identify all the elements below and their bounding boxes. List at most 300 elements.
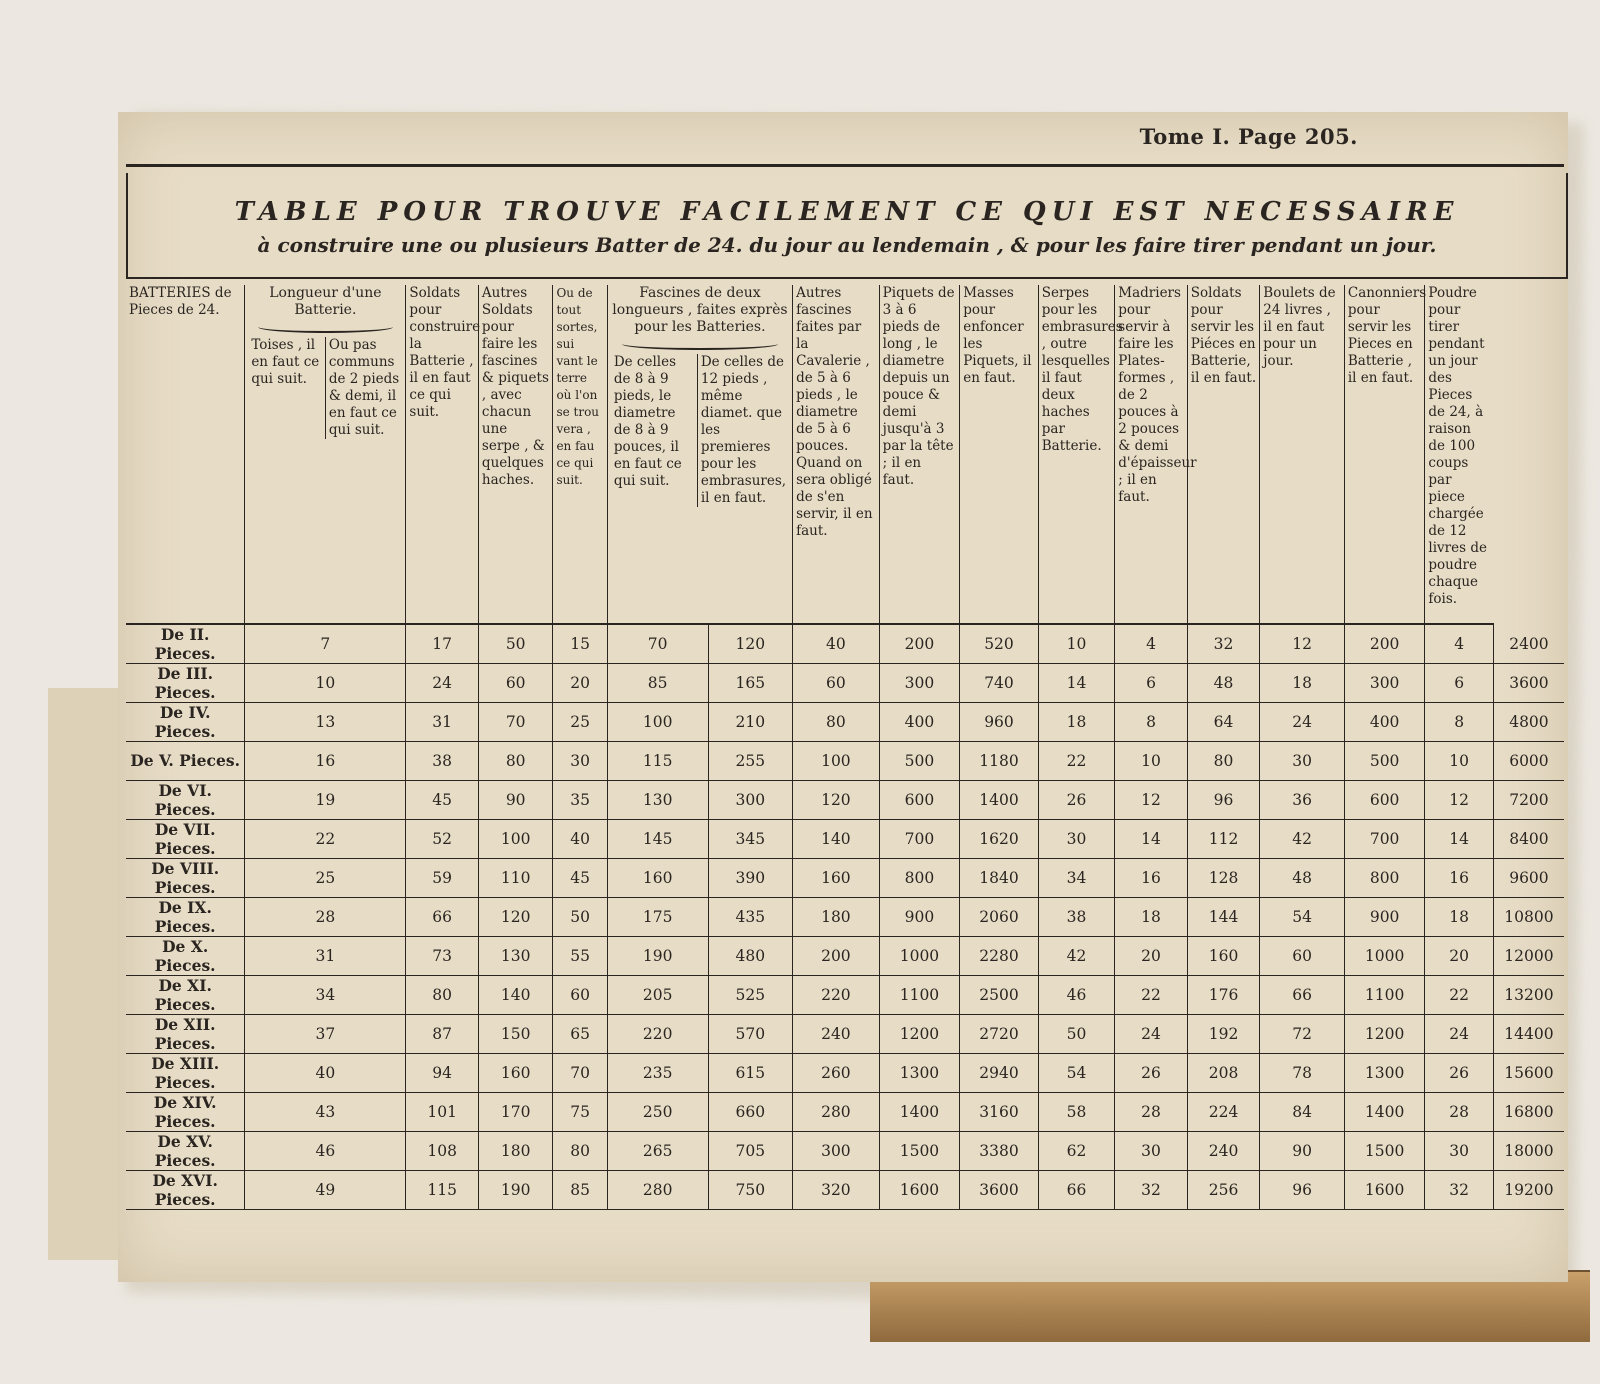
cell-autres-fascines: 600 bbox=[879, 780, 960, 819]
cell-outils: 115 bbox=[607, 742, 708, 781]
cell-fascines-12: 220 bbox=[793, 975, 880, 1014]
cell-serpes: 4 bbox=[1115, 624, 1188, 664]
cell-soldats-construire: 130 bbox=[478, 936, 553, 975]
cell-fascines-12: 120 bbox=[793, 780, 880, 819]
cell-pas: 101 bbox=[406, 1092, 479, 1131]
cell-pas: 45 bbox=[406, 780, 479, 819]
cell-autres-fascines: 1400 bbox=[879, 1092, 960, 1131]
cell-poudre: 2400 bbox=[1493, 624, 1564, 664]
table-row bbox=[126, 1131, 1564, 1170]
cell-fascines-8: 570 bbox=[708, 1014, 793, 1053]
cell-autres-soldats: 80 bbox=[553, 1131, 607, 1170]
cell-canonniers: 4 bbox=[1425, 624, 1493, 664]
cell-piquets: 2940 bbox=[960, 1053, 1039, 1092]
header-outils-col bbox=[553, 285, 607, 624]
cell-canonniers: 30 bbox=[1425, 1131, 1493, 1170]
header-madriers: Madriers pour servir à faire les Plates-formes , de 2 pouces à 2 pouces & demi d'épaisseur ; il en faut. bbox=[1115, 285, 1188, 624]
cell-pas: 38 bbox=[406, 742, 479, 781]
cell-fascines-8: 525 bbox=[708, 975, 793, 1014]
cell-fascines-12: 300 bbox=[793, 1131, 880, 1170]
cell-soldats-servir: 42 bbox=[1260, 819, 1345, 858]
row-label: De X. Pieces. bbox=[126, 936, 245, 975]
header-soldats-servir: Soldats pour servir les Piéces en Batterie, il en faut. bbox=[1187, 285, 1260, 624]
cell-toises: 43 bbox=[245, 1092, 406, 1131]
cell-piquets: 2060 bbox=[960, 897, 1039, 936]
cell-piquets: 520 bbox=[960, 624, 1039, 664]
cell-piquets: 740 bbox=[960, 664, 1039, 703]
table-row bbox=[126, 897, 1564, 936]
cell-boulets: 400 bbox=[1344, 703, 1425, 742]
table-row bbox=[126, 975, 1564, 1014]
cell-canonniers: 26 bbox=[1425, 1053, 1493, 1092]
cell-pas: 115 bbox=[406, 1170, 479, 1209]
cell-pas: 24 bbox=[406, 664, 479, 703]
cell-piquets: 1620 bbox=[960, 819, 1039, 858]
cell-serpes: 8 bbox=[1115, 703, 1188, 742]
cell-fascines-8: 345 bbox=[708, 819, 793, 858]
cell-soldats-construire: 110 bbox=[478, 858, 553, 897]
cell-outils: 220 bbox=[607, 1014, 708, 1053]
row-label: De V. Pieces. bbox=[126, 742, 245, 781]
cell-soldats-servir: 36 bbox=[1260, 780, 1345, 819]
cell-outils: 85 bbox=[607, 664, 708, 703]
brace-icon bbox=[622, 338, 779, 350]
cell-madriers: 96 bbox=[1187, 780, 1260, 819]
header-canonniers: Canonniers pour servir les Pieces en Batterie , il en faut. bbox=[1344, 285, 1425, 624]
cell-canonniers: 16 bbox=[1425, 858, 1493, 897]
cell-boulets: 1400 bbox=[1344, 1092, 1425, 1131]
cell-soldats-construire: 70 bbox=[478, 703, 553, 742]
cell-soldats-construire: 60 bbox=[478, 664, 553, 703]
cell-madriers: 208 bbox=[1187, 1053, 1260, 1092]
cell-autres-fascines: 1600 bbox=[879, 1170, 960, 1209]
cell-autres-fascines: 400 bbox=[879, 703, 960, 742]
cell-fascines-8: 705 bbox=[708, 1131, 793, 1170]
table-row bbox=[126, 1170, 1564, 1209]
fascines-split bbox=[611, 354, 789, 507]
cell-autres-fascines: 900 bbox=[879, 897, 960, 936]
header-batteries: BATTERIES de Pieces de 24. bbox=[126, 285, 245, 624]
cell-outils: 70 bbox=[607, 624, 708, 664]
cell-autres-soldats: 25 bbox=[553, 703, 607, 742]
cell-serpes: 10 bbox=[1115, 742, 1188, 781]
cell-masses: 42 bbox=[1038, 936, 1115, 975]
cell-toises: 49 bbox=[245, 1170, 406, 1209]
table-row bbox=[126, 1092, 1564, 1131]
cell-serpes: 14 bbox=[1115, 819, 1188, 858]
cell-soldats-construire: 80 bbox=[478, 742, 553, 781]
cell-fascines-8: 120 bbox=[708, 624, 793, 664]
table-title: TABLE POUR TROUVE FACILEMENT CE QUI EST NECESSAIRE bbox=[234, 197, 1460, 227]
cell-soldats-construire: 100 bbox=[478, 819, 553, 858]
cell-madriers: 112 bbox=[1187, 819, 1260, 858]
cell-soldats-servir: 24 bbox=[1260, 703, 1345, 742]
cell-fascines-12: 260 bbox=[793, 1053, 880, 1092]
cell-fascines-8: 390 bbox=[708, 858, 793, 897]
cell-canonniers: 12 bbox=[1425, 780, 1493, 819]
cell-poudre: 10800 bbox=[1493, 897, 1564, 936]
cell-serpes: 18 bbox=[1115, 897, 1188, 936]
cell-serpes: 28 bbox=[1115, 1092, 1188, 1131]
cell-boulets: 600 bbox=[1344, 780, 1425, 819]
cell-fascines-12: 60 bbox=[793, 664, 880, 703]
cell-piquets: 3160 bbox=[960, 1092, 1039, 1131]
cell-boulets: 1200 bbox=[1344, 1014, 1425, 1053]
cell-canonniers: 6 bbox=[1425, 664, 1493, 703]
cell-poudre: 18000 bbox=[1493, 1131, 1564, 1170]
cell-toises: 16 bbox=[245, 742, 406, 781]
cell-boulets: 1000 bbox=[1344, 936, 1425, 975]
foldout-page bbox=[118, 112, 1568, 1282]
cell-autres-fascines: 1500 bbox=[879, 1131, 960, 1170]
cell-boulets: 1500 bbox=[1344, 1131, 1425, 1170]
cell-fascines-12: 200 bbox=[793, 936, 880, 975]
header-poudre: Poudre pour tirer pendant un jour des Pieces de 24, à raison de 100 coups par piece chargée de 12 livres de poudre chaque fois. bbox=[1425, 285, 1493, 624]
cell-fascines-8: 480 bbox=[708, 936, 793, 975]
cell-outils: 190 bbox=[607, 936, 708, 975]
cell-pas: 52 bbox=[406, 819, 479, 858]
header-row bbox=[126, 285, 1564, 624]
table-row bbox=[126, 780, 1564, 819]
cell-autres-soldats: 65 bbox=[553, 1014, 607, 1053]
header-outils: Ou de tout sortes, sui vant le terre où l'on se trou vera , en fau ce qui suit. bbox=[556, 286, 600, 487]
cell-serpes: 6 bbox=[1115, 664, 1188, 703]
cell-piquets: 3600 bbox=[960, 1170, 1039, 1209]
cell-outils: 265 bbox=[607, 1131, 708, 1170]
header-fascines-group: Fascines de deux longueurs , faites exprès pour les Batteries. bbox=[612, 285, 788, 335]
cell-canonniers: 28 bbox=[1425, 1092, 1493, 1131]
header-fascines-12-text: De celles de 12 pieds , même diamet. que les premieres pour les embrasures, il en faut. bbox=[697, 354, 789, 507]
header-pas: Ou pas communs de 2 pieds & demi, il en faut ce qui suit. bbox=[325, 337, 403, 439]
cell-masses: 22 bbox=[1038, 742, 1115, 781]
header-fascines bbox=[607, 285, 792, 624]
cell-pas: 80 bbox=[406, 975, 479, 1014]
cell-madriers: 256 bbox=[1187, 1170, 1260, 1209]
requirements-table bbox=[126, 285, 1564, 1210]
cell-fascines-8: 750 bbox=[708, 1170, 793, 1209]
cell-poudre: 7200 bbox=[1493, 780, 1564, 819]
cell-soldats-servir: 60 bbox=[1260, 936, 1345, 975]
cell-soldats-servir: 90 bbox=[1260, 1131, 1345, 1170]
cell-soldats-construire: 50 bbox=[478, 624, 553, 664]
cell-outils: 280 bbox=[607, 1170, 708, 1209]
cell-masses: 62 bbox=[1038, 1131, 1115, 1170]
cell-autres-fascines: 700 bbox=[879, 819, 960, 858]
cell-serpes: 20 bbox=[1115, 936, 1188, 975]
cell-fascines-8: 210 bbox=[708, 703, 793, 742]
header-autres-soldats: Autres Soldats pour faire les fascines & piquets , avec chacun une serpe , & quelques haches. bbox=[478, 285, 553, 624]
cell-autres-soldats: 45 bbox=[553, 858, 607, 897]
cell-poudre: 3600 bbox=[1493, 664, 1564, 703]
cell-pas: 73 bbox=[406, 936, 479, 975]
cell-outils: 100 bbox=[607, 703, 708, 742]
cell-madriers: 224 bbox=[1187, 1092, 1260, 1131]
cell-toises: 34 bbox=[245, 975, 406, 1014]
cell-toises: 40 bbox=[245, 1053, 406, 1092]
cell-autres-soldats: 60 bbox=[553, 975, 607, 1014]
cell-soldats-construire: 180 bbox=[478, 1131, 553, 1170]
cell-soldats-servir: 96 bbox=[1260, 1170, 1345, 1209]
cell-madriers: 160 bbox=[1187, 936, 1260, 975]
cell-pas: 66 bbox=[406, 897, 479, 936]
cell-piquets: 1180 bbox=[960, 742, 1039, 781]
cell-piquets: 1840 bbox=[960, 858, 1039, 897]
cell-fascines-12: 280 bbox=[793, 1092, 880, 1131]
cell-outils: 205 bbox=[607, 975, 708, 1014]
cell-piquets: 960 bbox=[960, 703, 1039, 742]
cell-toises: 13 bbox=[245, 703, 406, 742]
cell-outils: 160 bbox=[607, 858, 708, 897]
cell-autres-fascines: 1300 bbox=[879, 1053, 960, 1092]
cell-soldats-construire: 190 bbox=[478, 1170, 553, 1209]
cell-masses: 26 bbox=[1038, 780, 1115, 819]
cell-toises: 28 bbox=[245, 897, 406, 936]
cell-fascines-12: 240 bbox=[793, 1014, 880, 1053]
cell-madriers: 48 bbox=[1187, 664, 1260, 703]
cell-fascines-8: 255 bbox=[708, 742, 793, 781]
cell-autres-fascines: 200 bbox=[879, 624, 960, 664]
cell-poudre: 14400 bbox=[1493, 1014, 1564, 1053]
cell-soldats-servir: 66 bbox=[1260, 975, 1345, 1014]
cell-soldats-construire: 90 bbox=[478, 780, 553, 819]
cell-piquets: 2720 bbox=[960, 1014, 1039, 1053]
cell-canonniers: 20 bbox=[1425, 936, 1493, 975]
cell-canonniers: 10 bbox=[1425, 742, 1493, 781]
cell-poudre: 12000 bbox=[1493, 936, 1564, 975]
row-label: De IX. Pieces. bbox=[126, 897, 245, 936]
cell-poudre: 15600 bbox=[1493, 1053, 1564, 1092]
cell-autres-fascines: 1200 bbox=[879, 1014, 960, 1053]
cell-poudre: 9600 bbox=[1493, 858, 1564, 897]
cell-toises: 46 bbox=[245, 1131, 406, 1170]
cell-canonniers: 14 bbox=[1425, 819, 1493, 858]
table-row bbox=[126, 819, 1564, 858]
cell-boulets: 300 bbox=[1344, 664, 1425, 703]
cell-autres-fascines: 1000 bbox=[879, 936, 960, 975]
cell-toises: 7 bbox=[245, 624, 406, 664]
header-serpes: Serpes pour les embrasures , outre lesquelles il faut deux haches par Batterie. bbox=[1038, 285, 1115, 624]
table-row bbox=[126, 936, 1564, 975]
cell-canonniers: 32 bbox=[1425, 1170, 1493, 1209]
cell-soldats-servir: 84 bbox=[1260, 1092, 1345, 1131]
cell-autres-soldats: 15 bbox=[553, 624, 607, 664]
cell-masses: 50 bbox=[1038, 1014, 1115, 1053]
cell-toises: 19 bbox=[245, 780, 406, 819]
cell-outils: 130 bbox=[607, 780, 708, 819]
cell-autres-soldats: 75 bbox=[553, 1092, 607, 1131]
cell-outils: 250 bbox=[607, 1092, 708, 1131]
cell-soldats-construire: 170 bbox=[478, 1092, 553, 1131]
cell-piquets: 1400 bbox=[960, 780, 1039, 819]
cell-pas: 94 bbox=[406, 1053, 479, 1092]
cell-piquets: 3380 bbox=[960, 1131, 1039, 1170]
cell-autres-fascines: 800 bbox=[879, 858, 960, 897]
cell-boulets: 900 bbox=[1344, 897, 1425, 936]
cell-madriers: 80 bbox=[1187, 742, 1260, 781]
cell-fascines-12: 180 bbox=[793, 897, 880, 936]
row-label: De XV. Pieces. bbox=[126, 1131, 245, 1170]
header-fascines-8-text: De celles de 8 à 9 pieds, le diametre de 8 à 9 pouces, il en faut ce qui suit. bbox=[613, 354, 682, 489]
cell-fascines-12: 140 bbox=[793, 819, 880, 858]
cell-boulets: 500 bbox=[1344, 742, 1425, 781]
cell-autres-soldats: 30 bbox=[553, 742, 607, 781]
cell-soldats-servir: 54 bbox=[1260, 897, 1345, 936]
cell-boulets: 800 bbox=[1344, 858, 1425, 897]
cell-serpes: 24 bbox=[1115, 1014, 1188, 1053]
cell-autres-soldats: 70 bbox=[553, 1053, 607, 1092]
cell-masses: 34 bbox=[1038, 858, 1115, 897]
cell-boulets: 1300 bbox=[1344, 1053, 1425, 1092]
cell-boulets: 200 bbox=[1344, 624, 1425, 664]
cell-serpes: 30 bbox=[1115, 1131, 1188, 1170]
cell-autres-soldats: 20 bbox=[553, 664, 607, 703]
cell-canonniers: 18 bbox=[1425, 897, 1493, 936]
header-autres-fascines: Autres fascines faites par la Cavalerie , de 5 à 6 pieds , le diametre de 5 à 6 pouces. Quand on sera obligé de s'en servir, il en faut. bbox=[793, 285, 880, 624]
table-row bbox=[126, 624, 1564, 664]
cell-soldats-servir: 12 bbox=[1260, 624, 1345, 664]
title-box bbox=[126, 173, 1568, 279]
header-longueur-group: Longueur d'une Batterie. bbox=[269, 285, 382, 318]
cell-masses: 58 bbox=[1038, 1092, 1115, 1131]
header-masses: Masses pour enfoncer les Piquets, il en faut. bbox=[960, 285, 1039, 624]
cell-soldats-servir: 72 bbox=[1260, 1014, 1345, 1053]
cell-autres-soldats: 40 bbox=[553, 819, 607, 858]
cell-toises: 37 bbox=[245, 1014, 406, 1053]
cell-fascines-8: 660 bbox=[708, 1092, 793, 1131]
cell-poudre: 19200 bbox=[1493, 1170, 1564, 1209]
row-label: De XI. Pieces. bbox=[126, 975, 245, 1014]
row-label: De VII. Pieces. bbox=[126, 819, 245, 858]
cell-outils: 235 bbox=[607, 1053, 708, 1092]
cell-poudre: 13200 bbox=[1493, 975, 1564, 1014]
cell-autres-soldats: 85 bbox=[553, 1170, 607, 1209]
header-longueur bbox=[245, 285, 406, 624]
header-soldats-construire: Soldats pour construire la Batterie , il en faut ce qui suit. bbox=[406, 285, 479, 624]
cell-fascines-8: 615 bbox=[708, 1053, 793, 1092]
cell-autres-soldats: 50 bbox=[553, 897, 607, 936]
cell-canonniers: 8 bbox=[1425, 703, 1493, 742]
table-row bbox=[126, 664, 1564, 703]
table-row bbox=[126, 1014, 1564, 1053]
cell-madriers: 144 bbox=[1187, 897, 1260, 936]
cell-pas: 17 bbox=[406, 624, 479, 664]
cell-serpes: 16 bbox=[1115, 858, 1188, 897]
cell-pas: 108 bbox=[406, 1131, 479, 1170]
cell-boulets: 1100 bbox=[1344, 975, 1425, 1014]
page-reference: Tome I. Page 205. bbox=[1139, 124, 1358, 149]
cell-outils: 145 bbox=[607, 819, 708, 858]
cell-autres-soldats: 35 bbox=[553, 780, 607, 819]
cell-canonniers: 22 bbox=[1425, 975, 1493, 1014]
cell-fascines-12: 40 bbox=[793, 624, 880, 664]
cell-toises: 10 bbox=[245, 664, 406, 703]
cell-pas: 59 bbox=[406, 858, 479, 897]
cell-serpes: 12 bbox=[1115, 780, 1188, 819]
cell-serpes: 22 bbox=[1115, 975, 1188, 1014]
table-row bbox=[126, 1053, 1564, 1092]
cell-toises: 25 bbox=[245, 858, 406, 897]
cell-canonniers: 24 bbox=[1425, 1014, 1493, 1053]
cell-soldats-construire: 140 bbox=[478, 975, 553, 1014]
cell-toises: 22 bbox=[245, 819, 406, 858]
cell-fascines-12: 160 bbox=[793, 858, 880, 897]
cell-fascines-12: 100 bbox=[793, 742, 880, 781]
brace-icon bbox=[258, 321, 394, 333]
cell-poudre: 8400 bbox=[1493, 819, 1564, 858]
cell-masses: 54 bbox=[1038, 1053, 1115, 1092]
cell-soldats-construire: 150 bbox=[478, 1014, 553, 1053]
cell-pas: 87 bbox=[406, 1014, 479, 1053]
cell-autres-fascines: 1100 bbox=[879, 975, 960, 1014]
cell-masses: 30 bbox=[1038, 819, 1115, 858]
cell-madriers: 128 bbox=[1187, 858, 1260, 897]
table-subtitle: à construire une ou plusieurs Batter de 24. du jour au lendemain , & pour les faire tirer pendant un jour. bbox=[257, 233, 1437, 257]
cell-autres-fascines: 500 bbox=[879, 742, 960, 781]
row-label: De II. Pieces. bbox=[126, 624, 245, 664]
cell-madriers: 240 bbox=[1187, 1131, 1260, 1170]
cell-serpes: 32 bbox=[1115, 1170, 1188, 1209]
cell-piquets: 2280 bbox=[960, 936, 1039, 975]
cell-madriers: 32 bbox=[1187, 624, 1260, 664]
foldout-flap bbox=[48, 688, 129, 1260]
cell-masses: 66 bbox=[1038, 1170, 1115, 1209]
cell-toises: 31 bbox=[245, 936, 406, 975]
cell-masses: 38 bbox=[1038, 897, 1115, 936]
row-label: De VI. Pieces. bbox=[126, 780, 245, 819]
cell-soldats-construire: 120 bbox=[478, 897, 553, 936]
cell-masses: 10 bbox=[1038, 624, 1115, 664]
table-row bbox=[126, 703, 1564, 742]
cell-fascines-12: 320 bbox=[793, 1170, 880, 1209]
row-label: De XII. Pieces. bbox=[126, 1014, 245, 1053]
cell-soldats-servir: 30 bbox=[1260, 742, 1345, 781]
table-frame bbox=[126, 164, 1564, 1277]
row-label: De IV. Pieces. bbox=[126, 703, 245, 742]
cell-autres-fascines: 300 bbox=[879, 664, 960, 703]
cell-soldats-servir: 78 bbox=[1260, 1053, 1345, 1092]
cell-fascines-8: 165 bbox=[708, 664, 793, 703]
cell-madriers: 176 bbox=[1187, 975, 1260, 1014]
cell-piquets: 2500 bbox=[960, 975, 1039, 1014]
cell-fascines-8: 300 bbox=[708, 780, 793, 819]
row-label: De XIII. Pieces. bbox=[126, 1053, 245, 1092]
table-row bbox=[126, 858, 1564, 897]
cell-poudre: 6000 bbox=[1493, 742, 1564, 781]
header-boulets: Boulets de 24 livres , il en faut pour un jour. bbox=[1260, 285, 1345, 624]
cell-soldats-servir: 48 bbox=[1260, 858, 1345, 897]
row-label: De XVI. Pieces. bbox=[126, 1170, 245, 1209]
cell-soldats-construire: 160 bbox=[478, 1053, 553, 1092]
cell-masses: 46 bbox=[1038, 975, 1115, 1014]
header-fascines-block bbox=[611, 285, 789, 350]
cell-masses: 18 bbox=[1038, 703, 1115, 742]
table-body bbox=[126, 624, 1564, 1209]
cell-pas: 31 bbox=[406, 703, 479, 742]
cell-outils: 175 bbox=[607, 897, 708, 936]
cell-autres-soldats: 55 bbox=[553, 936, 607, 975]
cell-masses: 14 bbox=[1038, 664, 1115, 703]
cell-fascines-12: 80 bbox=[793, 703, 880, 742]
cell-madriers: 192 bbox=[1187, 1014, 1260, 1053]
cell-madriers: 64 bbox=[1187, 703, 1260, 742]
cell-poudre: 4800 bbox=[1493, 703, 1564, 742]
table-row bbox=[126, 742, 1564, 781]
cell-soldats-servir: 18 bbox=[1260, 664, 1345, 703]
cell-serpes: 26 bbox=[1115, 1053, 1188, 1092]
cell-boulets: 700 bbox=[1344, 819, 1425, 858]
row-label: De III. Pieces. bbox=[126, 664, 245, 703]
header-toises: Toises , il en faut ce qui suit. bbox=[251, 337, 320, 387]
